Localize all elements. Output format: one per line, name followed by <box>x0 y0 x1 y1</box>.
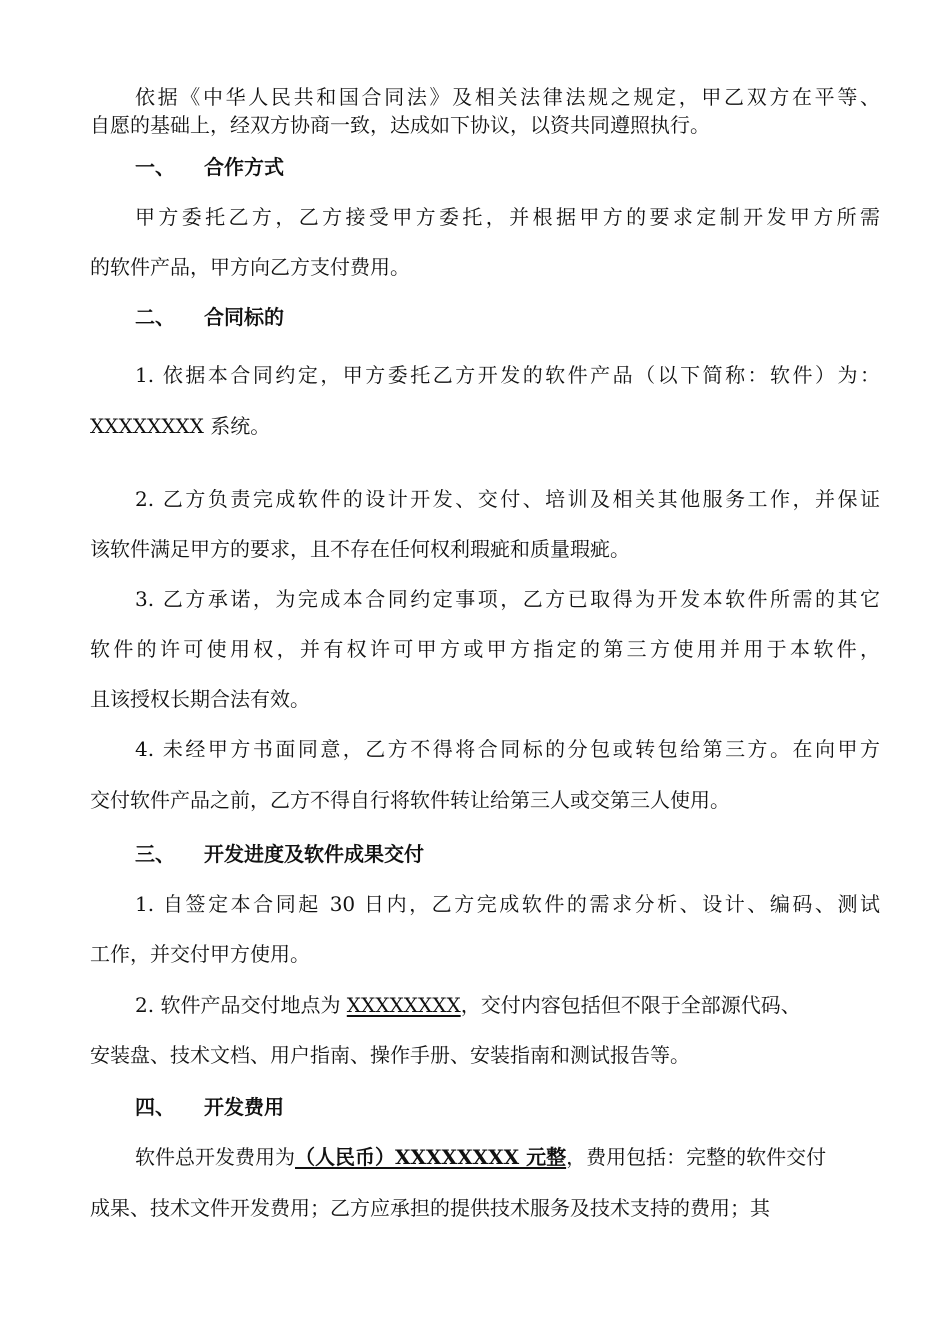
delivery-location-blank: XXXXXXXX <box>346 993 461 1017</box>
section-2-item-2-line-2: 该软件满足甲方的要求，且不存在任何权利瑕疵和质量瑕疵。 <box>90 537 630 561</box>
section-3-title: 开发进度及软件成果交付 <box>204 842 424 866</box>
section-2-item-2-line-1: 2. 乙方负责完成软件的设计开发、交付、培训及相关其他服务工作，并保证 <box>135 487 880 511</box>
section-1-paragraph-line-1: 甲方委托乙方，乙方接受甲方委托，并根据甲方的要求定制开发甲方所需 <box>135 205 880 229</box>
section-3-item-1-line-1: 1. 自签定本合同起 30 日内，乙方完成软件的需求分析、设计、编码、测试 <box>135 892 880 916</box>
section-2-item-3-line-3: 且该授权长期合法有效。 <box>90 687 310 711</box>
section-1-paragraph-line-2: 的软件产品，甲方向乙方支付费用。 <box>90 255 410 279</box>
fee-description: ，费用包括：完整的软件交付 <box>566 1145 827 1169</box>
section-2-item-3-line-2: 软件的许可使用权，并有权许可甲方或甲方指定的第三方使用并用于本软件， <box>90 637 880 661</box>
intro-line-1: 依据《中华人民共和国合同法》及相关法律法规之规定，甲乙双方在平等、 <box>135 85 880 109</box>
section-2-item-3-line-1: 3. 乙方承诺，为完成本合同约定事项，乙方已取得为开发本软件所需的其它 <box>135 587 880 611</box>
section-3-item-2-line-1 <box>135 993 880 1017</box>
section-2-title: 合同标的 <box>204 305 284 329</box>
section-3-number: 三、 <box>135 842 175 866</box>
section-1-title: 合作方式 <box>204 155 284 179</box>
section-4-paragraph-line-2: 成果、技术文件开发费用；乙方应承担的提供技术服务及技术支持的费用；其 <box>90 1196 770 1220</box>
section-3-item-1-line-2: 工作，并交付甲方使用。 <box>90 942 310 966</box>
section-4-number: 四、 <box>135 1095 175 1119</box>
section-3-item-2-line-2: 安装盘、技术文档、用户指南、操作手册、安装指南和测试报告等。 <box>90 1043 690 1067</box>
section-2-item-4-line-2: 交付软件产品之前，乙方不得自行将软件转让给第三人或交第三人使用。 <box>90 788 730 812</box>
section-2-item-1-line-2: XXXXXXXX 系统。 <box>90 414 271 438</box>
intro-line-2: 自愿的基础上，经双方协商一致，达成如下协议，以资共同遵照执行。 <box>90 113 710 137</box>
fee-amount-blank: （人民币）XXXXXXXX 元整 <box>295 1145 567 1169</box>
fee-prefix: 软件总开发费用为 <box>135 1145 295 1169</box>
delivery-location-prefix: 2. 软件产品交付地点为 <box>135 993 347 1017</box>
delivery-content-text: ，交付内容包括但不限于全部源代码、 <box>460 993 801 1017</box>
section-4-paragraph-line-1 <box>135 1145 880 1169</box>
section-2-number: 二、 <box>135 305 175 329</box>
section-1-number: 一、 <box>135 155 175 179</box>
section-2-item-4-line-1: 4. 未经甲方书面同意，乙方不得将合同标的分包或转包给第三方。在向甲方 <box>135 737 880 761</box>
section-2-item-1-line-1: 1. 依据本合同约定，甲方委托乙方开发的软件产品（以下简称：软件）为： <box>135 363 880 387</box>
section-4-title: 开发费用 <box>204 1095 284 1119</box>
